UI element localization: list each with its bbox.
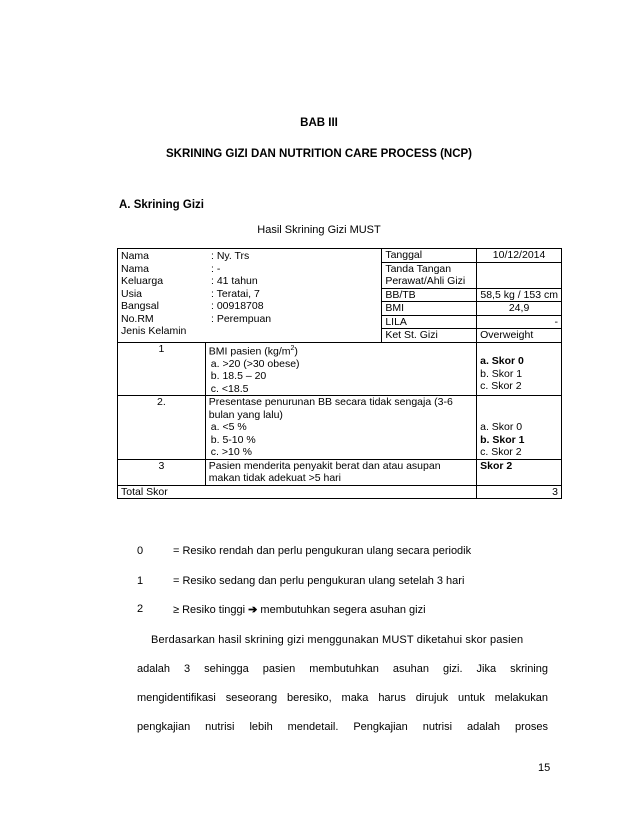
patient-label: Keluarga [121, 275, 164, 287]
score-option: c. Skor 2 [480, 446, 522, 458]
patient-label: Nama [121, 250, 150, 262]
patient-value: : 41 tahun [211, 275, 258, 287]
legend-score: 0 [137, 545, 144, 557]
patient-label: Bangsal [121, 300, 159, 312]
legend-text [173, 603, 426, 616]
score-option: b. Skor 1 [480, 367, 523, 380]
info-value: 24,9 [477, 302, 562, 316]
legend-text-a: ≥ Resiko tinggi [173, 604, 246, 616]
score-option: Skor 2 [477, 459, 562, 485]
score-option: c. Skor 2 [480, 380, 522, 392]
criterion-option: a. <5 % [210, 421, 247, 433]
criterion-number: 1 [118, 342, 206, 396]
paragraph-line-2: adalah 3 sehingga pasien membutuhkan asuhan gizi. Jika skrining [137, 663, 548, 675]
paragraph-line-1 [151, 634, 548, 646]
table-row [118, 459, 562, 485]
criterion-option: a. >20 (>30 obese) [210, 357, 300, 370]
criterion-option: c. >10 % [210, 446, 252, 458]
patient-value: : Perempuan [211, 312, 272, 325]
info-label: BMI [382, 302, 477, 316]
patient-value: : Teratai, 7 [211, 287, 260, 300]
info-value: 10/12/2014 [477, 249, 562, 263]
chapter-heading: BAB III [300, 117, 338, 129]
info-value [477, 262, 562, 288]
info-value: 58,5 kg / 153 cm [477, 288, 562, 302]
criterion-title: Pasien menderita penyakit berat dan atau asupan makan tidak adekuat >5 hari [205, 459, 476, 485]
criterion-title: Presentase penurunan BB secara tidak sengaja (3-6 bulan yang lalu) [208, 396, 453, 421]
patient-label: Jenis Kelamin [121, 325, 187, 337]
info-label: Tanggal [382, 249, 477, 263]
table-row [118, 342, 562, 396]
table-row [118, 396, 562, 460]
legend-text: = Resiko sedang dan perlu pengukuran ulang setelah 3 hari [173, 575, 465, 587]
must-screening-table [117, 248, 562, 499]
criterion-option: b. 5-10 % [210, 433, 256, 446]
table-row [118, 249, 562, 263]
legend-score: 2 [137, 603, 144, 615]
criterion-option: b. 18.5 – 20 [210, 370, 267, 382]
legend-score: 1 [137, 575, 144, 587]
arrow-icon: ➔ [248, 604, 258, 616]
patient-label: Nama [121, 262, 150, 275]
info-value: Overweight [477, 329, 562, 343]
table-row [118, 485, 562, 499]
info-value: - [477, 315, 562, 329]
patient-label: No.RM [121, 312, 154, 325]
chapter-title: SKRINING GIZI DAN NUTRITION CARE PROCESS (NCP) [165, 148, 473, 160]
legend-text: = Resiko rendah dan perlu pengukuran ulang secara periodik [173, 545, 472, 557]
criterion-scores [477, 396, 562, 460]
criterion-text [205, 342, 476, 396]
page-number: 15 [538, 762, 551, 774]
criterion-option: c. <18.5 [210, 382, 249, 395]
total-value: 3 [477, 485, 562, 499]
criterion-number: 3 [118, 459, 206, 485]
patient-info-cell [118, 249, 382, 343]
criterion-number: 2. [118, 396, 206, 460]
score-option: b. Skor 1 [480, 433, 525, 446]
info-label: Ket St. Gizi [382, 329, 477, 343]
score-option: a. Skor 0 [480, 355, 524, 367]
legend-text-b: membutuhkan segera asuhan gizi [260, 604, 426, 616]
criterion-scores [477, 342, 562, 396]
info-label: BB/TB [382, 288, 477, 302]
section-heading: A. Skrining Gizi [119, 199, 204, 211]
score-option: a. Skor 0 [480, 421, 523, 433]
paragraph-line-3: mengidentifikasi seseorang beresiko, maka harus dirujuk untuk melakukan [137, 692, 548, 704]
info-label: LILA [382, 315, 477, 329]
patient-labels [121, 250, 211, 338]
table-caption: Hasil Skrining Gizi MUST [257, 224, 381, 236]
criterion-title: BMI pasien $(kg/m^2)$ [208, 344, 298, 357]
patient-values [211, 250, 271, 338]
patient-value: : - [211, 262, 221, 275]
info-label: Tanda Tangan Perawat/Ahli Gizi [382, 262, 477, 288]
patient-value: : Ny. Trs [211, 250, 250, 262]
paragraph-text: Berdasarkan hasil skrining gizi menggunakan MUST diketahui skor pasien [151, 634, 524, 646]
criterion-text [205, 396, 476, 460]
patient-label: Usia [121, 287, 143, 300]
paragraph-line-4: pengkajian nutrisi lebih mendetail. Pengkajian nutrisi adalah proses [137, 721, 548, 733]
patient-value: : 00918708 [211, 300, 264, 312]
total-label: Total Skor [118, 485, 477, 499]
